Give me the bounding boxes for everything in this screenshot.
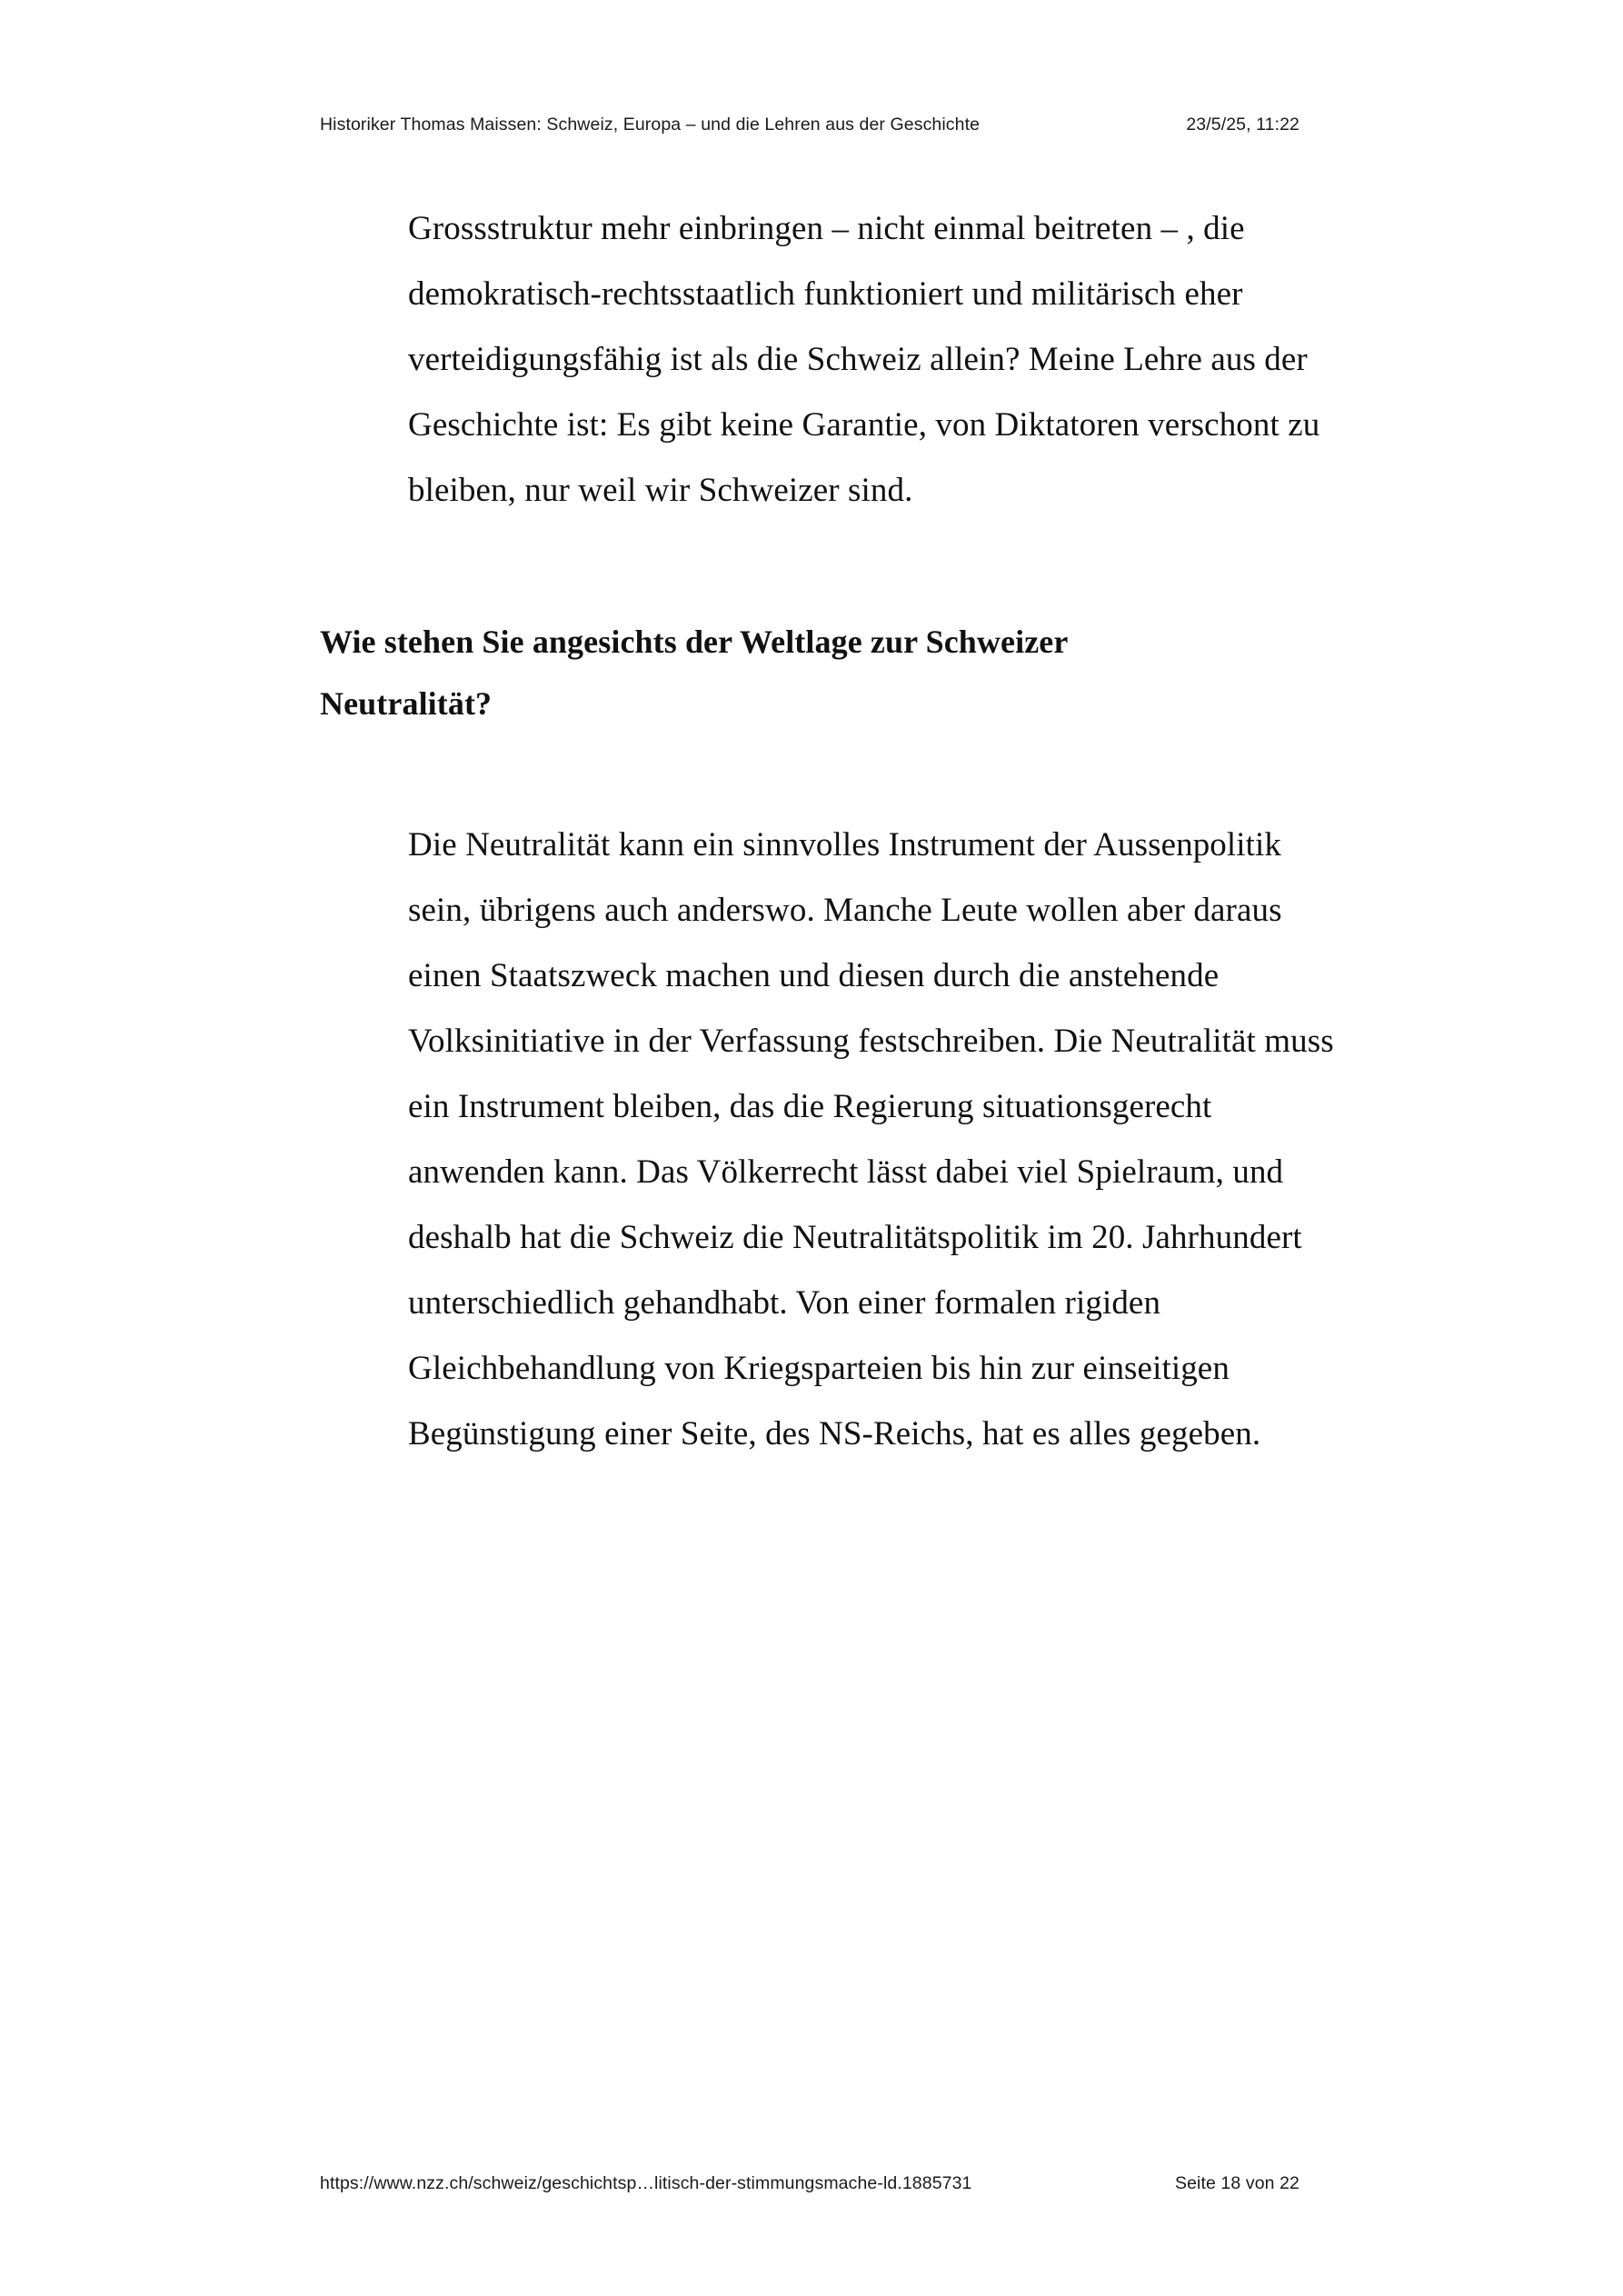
- page-content: [320, 182, 1350, 1467]
- header-article-title: Historiker Thomas Maissen: Schweiz, Europa – und die Lehren aus der Geschichte: [320, 115, 981, 135]
- header-timestamp: 23/5/25, 11:22: [1186, 115, 1299, 135]
- interview-question: Wie stehen Sie angesichts der Weltlage zur Schweizer Neutralität?: [320, 624, 1068, 722]
- paragraph-continued: Grossstruktur mehr einbringen – nicht einmal beitreten – , die demokratisch-rechtsstaatlich funktioniert und militärisch eher verteidigungsfähig ist als die Schweiz allein? Meine Lehre aus der Geschichte ist: Es gibt keine Garantie, von Diktatoren verschont zu bleiben, nur weil wir Schweizer sind.: [408, 210, 1320, 509]
- spacer-after-question: [320, 734, 1350, 813]
- interview-answer: Die Neutralität kann ein sinnvolles Instrument der Aussenpolitik sein, übrigens auch anderswo. Manche Leute wollen aber daraus einen Staatszweck machen und diesen durch die anstehende Volksinitiative in der Verfassung festschreiben. Die Neutralität muss ein Instrument bleiben, das die Regierung situationsgerecht anwenden kann. Das Völkerrecht lässt dabei viel Spielraum, und deshalb hat die Schweiz die Neutralitätspolitik im 20. Jahrhundert unterschiedlich gehandhabt. Von einer formalen rigiden Gleichbehandlung von Kriegsparteien bis hin zur einseitigen Begünstigung einer Seite, des NS-Reichs, hat es alles gegeben.: [408, 826, 1334, 1452]
- page-footer: [320, 2173, 1303, 2194]
- footer-page-number: Seite 18 von 22: [1174, 2173, 1299, 2193]
- spacer-before-question: [320, 524, 1350, 611]
- footer-source-url: https://www.nzz.ch/schweiz/geschichtsp…litisch-der-stimmungsmache-ld.1885731: [320, 2173, 972, 2193]
- page-header: [320, 115, 1303, 135]
